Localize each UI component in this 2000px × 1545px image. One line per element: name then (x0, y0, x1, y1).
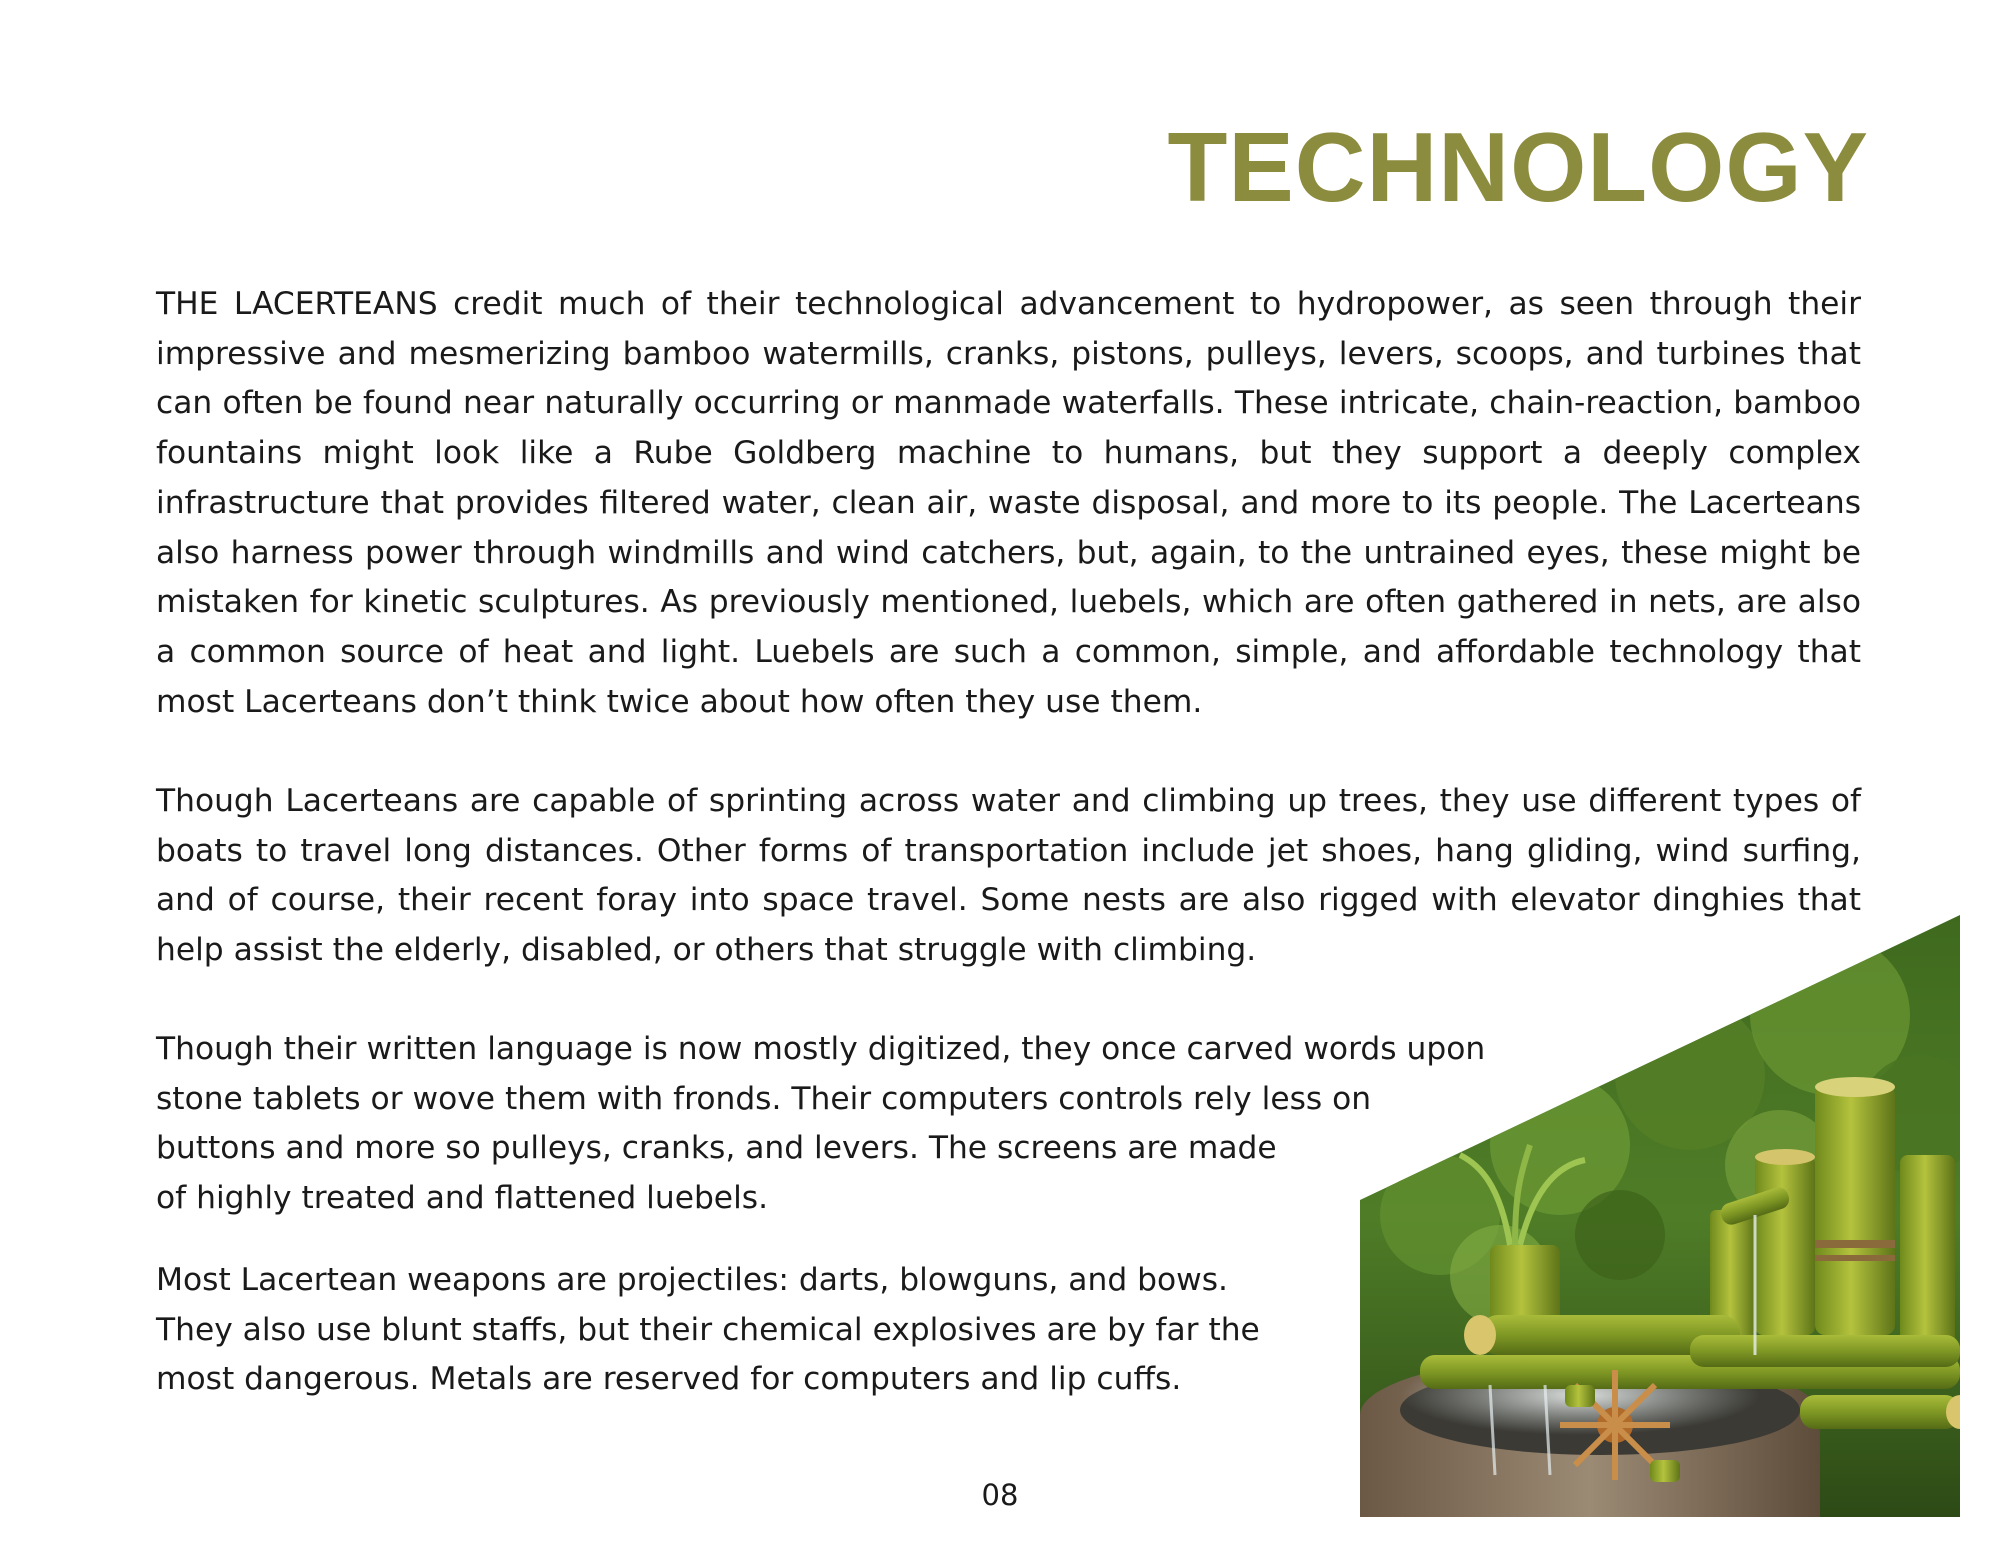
text-line: most dangerous. Metals are reserved for computers and lip cuffs. (156, 1361, 1182, 1398)
text-line: They also use blunt staffs, but their chemical explosives are by far the (156, 1311, 1260, 1348)
text-line: stone tablets or wove them with fronds. Their computers controls rely less on (156, 1080, 1372, 1117)
paragraph-weapons (156, 1256, 1260, 1405)
text-line: Most Lacertean weapons are projectiles: darts, blowguns, and bows. (156, 1262, 1228, 1298)
page-number: 08 (981, 1478, 1019, 1512)
paragraph-written-language (156, 1025, 1485, 1224)
page-title: TECHNOLOGY (1167, 112, 1869, 222)
paragraph-hydropower: THE LACERTEANS credit much of their technological advancement to hydropower, as seen through their impressive and mesmerizing bamboo watermills, cranks, pistons, pulleys, levers, scoops, and turbines that can often be found near naturally occurring or manmade waterfalls. These intricate, chain-reaction, bamboo fountains might look like a Rube Goldberg machine to humans, but they support a deeply complex infrastructure that provides filtered water, clean air, waste disposal, and more to its people. The Lacerteans also harness power through windmills and wind catchers, but, again, to the untrained eyes, these might be mistaken for kinetic sculptures. As previously mentioned, luebels, which are often gathered in nets, are also a common source of heat and light. Luebels are such a common, simple, and affordable technology that most Lacerteans don’t think twice about how often they use them. (156, 286, 1861, 720)
text-line: Though their written language is now mostly digitized, they once carved words upon (156, 1031, 1486, 1067)
text-line: buttons and more so pulleys, cranks, and levers. The screens are made (156, 1130, 1277, 1167)
text-line: of highly treated and flattened luebels. (156, 1180, 769, 1217)
bamboo-fountain-photo (1360, 915, 1960, 1517)
paragraph-transportation: Though Lacerteans are capable of sprinting across water and climbing up trees, they use different types of boats to travel long distances. Other forms of transportation include jet shoes, hang gliding, wind surfing, and of course, their recent foray into space travel. Some nests are also rigged with elevator dinghies that help assist the elderly, disabled, or others that struggle with climbing. (156, 783, 1861, 969)
